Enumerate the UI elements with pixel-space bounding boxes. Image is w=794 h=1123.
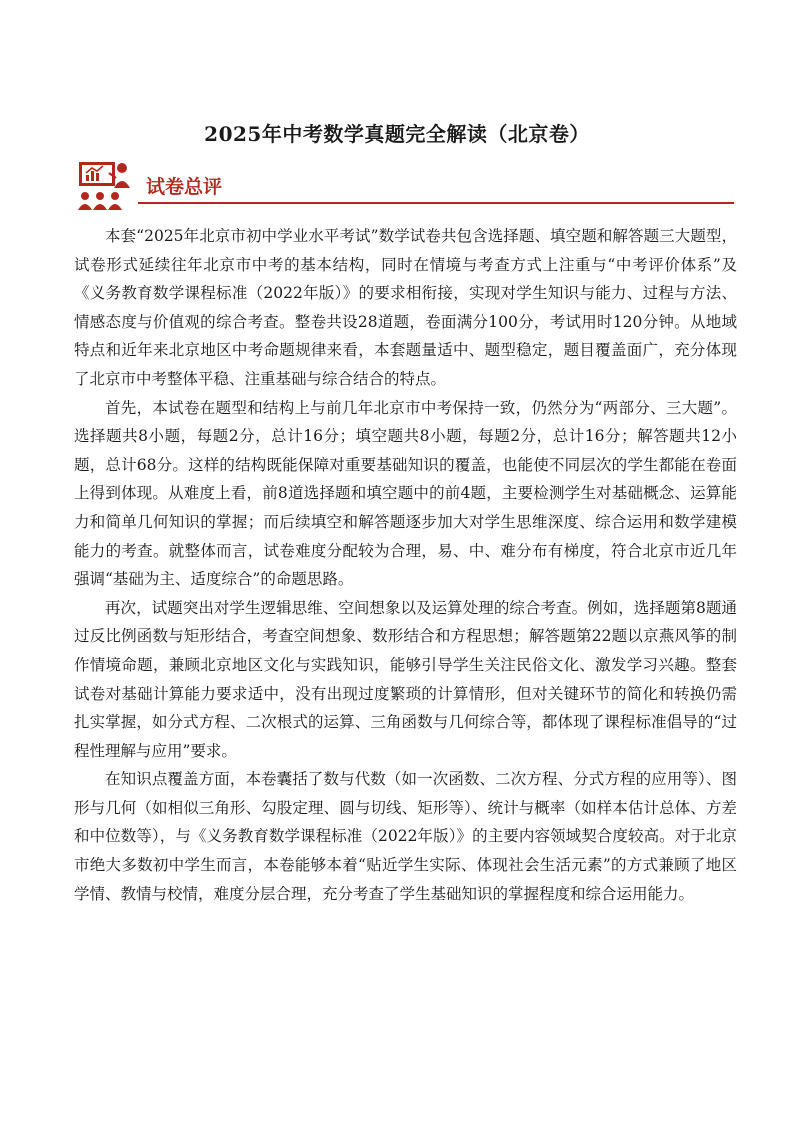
page-title: 2025年中考数学真题完全解读（北京卷） (204, 122, 590, 146)
paragraph-overview: 本套“2025年北京市初中学业水平考试”数学试卷共包含选择题、填空题和解答题三大题型，试卷形式延续往年北京市中考的基本结构，同时在情境与考查方式上注重与“中考评价体系”及《义务教育数学课程标准（2022年版）》的要求相衔接，实现对学生知识与能力、过程与方法、情感态度与价值观的综合考查。整卷共设28道题，卷面满分100分，考试用时120分钟。从地域特点和近年来北京地区中考命题规律来看，本套题量适中、题型稳定，题目覆盖面广，充分体现了北京市中考整体平稳、注重基础与综合结合的特点。 (74, 227, 737, 388)
paragraph-thinking: 再次，试题突出对学生逻辑思维、空间想象以及运算处理的综合考查。例如，选择题第8题通过反比例函数与矩形结合，考查空间想象、数形结合和方程思想；解答题第22题以京燕风筝的制作情境命题，兼顾北京地区文化与实践知识，能够引导学生关注民俗文化、激发学习兴趣。整套试卷对基础计算能力要求适中，没有出现过度繁琐的计算情形，但对关键环节的简化和转换仍需扎实掌握，如分式方程、二次根式的运算、三角函数与几何综合等，都体现了课程标准倡导的“过程性理解与应用”要求。 (74, 598, 737, 760)
section-header (74, 158, 734, 214)
section-title: 试卷总评 (146, 176, 223, 198)
review-body (74, 222, 737, 908)
presentation-teacher-students-icon (76, 160, 132, 212)
paragraph-coverage: 在知识点覆盖方面，本卷囊括了数与代数（如一次函数、二次方程、分式方程的应用等）、图形与几何（如相似三角形、勾股定理、圆与切线、矩形等）、统计与概率（如样本估计总体、方差和中位数等），与《义务教育数学课程标准（2022年版）》的主要内容领域契合度较高。对于北京市绝大多数初中学生而言，本卷能够本着“贴近学生实际、体现社会生活元素”的方式兼顾了地区学情、教情与校情，难度分层合理，充分考查了学生基础知识的掌握程度和综合运用能力。 (74, 770, 737, 903)
paragraph-structure: 首先，本试卷在题型和结构上与前几年北京市中考保持一致，仍然分为“两部分、三大题”。选择题共8小题，每题2分，总计16分；填空题共8小题，每题2分，总计16分；解答题共12小题，总计68分。这样的结构既能保障对重要基础知识的覆盖，也能使不同层次的学生都能在卷面上得到体现。从难度上看，前8道选择题和填空题中的前4题，主要检测学生对基础概念、运算能力和简单几何知识的掌握；而后续填空和解答题逐步加大对学生思维深度、综合运用和数学建模能力的考查。就整体而言，试卷难度分配较为合理，易、中、难分布有梯度，符合北京市近几年强调“基础为主、适度综合”的命题思路。 (74, 398, 737, 589)
section-divider (138, 202, 734, 204)
